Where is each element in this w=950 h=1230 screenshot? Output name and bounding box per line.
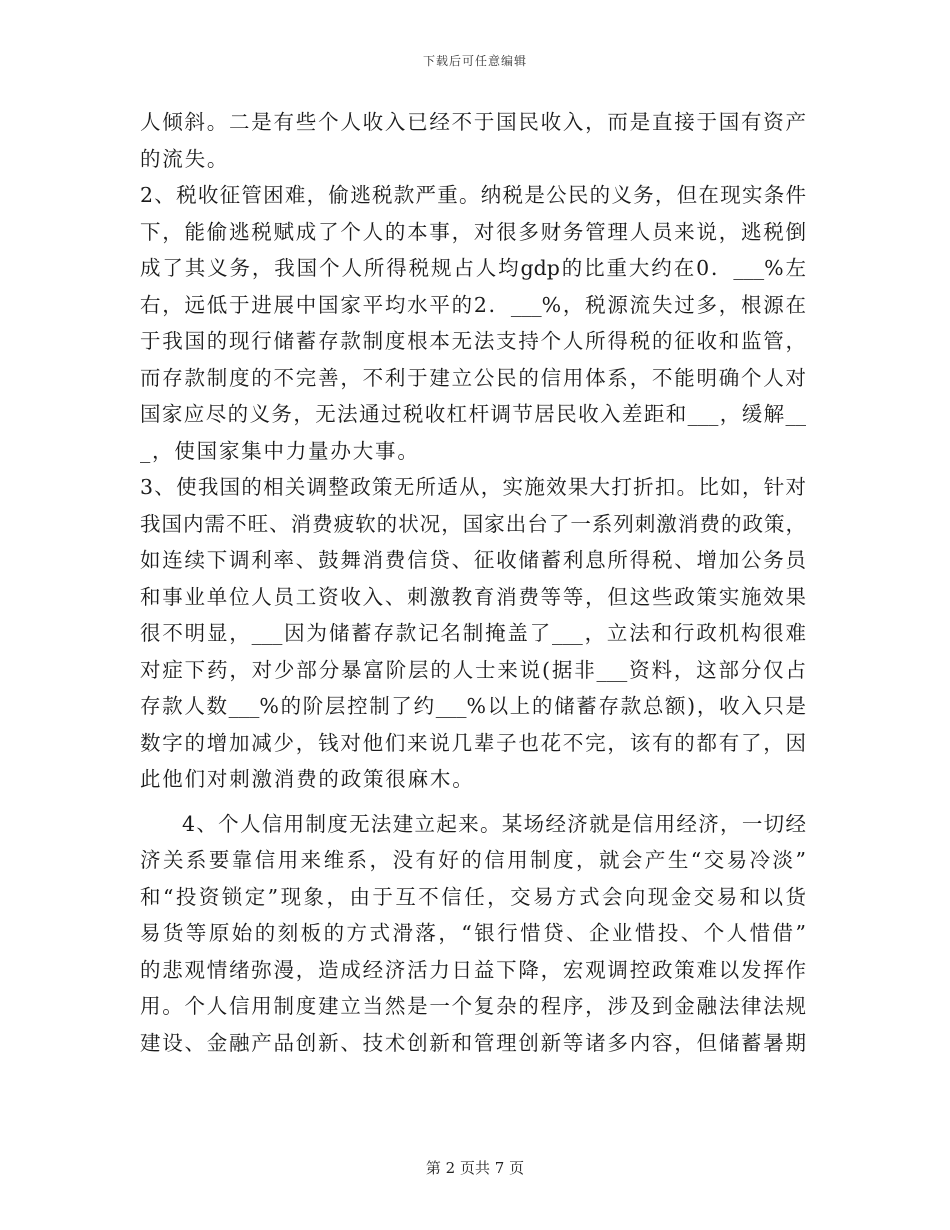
paragraph-2 (140, 177, 806, 469)
text-line: 的流失。 (140, 146, 230, 171)
text-line: 易货等原始的刻板的方式滑落，“银行惜贷、企业惜投、个人惜借” (140, 921, 806, 945)
text-line: 2、税收征管困难，偷逃税款严重。纳税是公民的义务，但在现实条件 (140, 183, 806, 207)
text-line: 和“投资锁定”现象，由于互不信任，交易方式会向现金交易和以货 (140, 884, 806, 909)
text-line: 于我国的现行储蓄存款制度根本无法支持个人所得税的征收和监管， (140, 329, 806, 353)
text-line: 存款人数___%的阶层控制了约___%以上的储蓄存款总额)，收入只是 (140, 694, 806, 718)
page-footer: 第 2 页共 7 页 (425, 1159, 525, 1177)
text-line: 我国内需不旺、消费疲软的状况，国家出台了一系列刺激消费的政策， (140, 511, 806, 536)
text-line: 很不明显，___因为储蓄存款记名制掩盖了___，立法和行政机构很难 (140, 621, 806, 645)
text-line: 如连续下调利率、鼓舞消费信贷、征收储蓄利息所得税、增加公务员 (140, 548, 806, 572)
text-line: 右，远低于进展中国家平均水平的2．___%，税源流失过多，根源在 (140, 292, 806, 317)
text-line: 数字的增加减少，钱对他们来说几辈子也花不完，该有的都有了，因 (140, 730, 806, 755)
text-line: 成了其义务，我国个人所得税规占人均gdp的比重大约在0．___%左 (140, 256, 806, 280)
text-line: 和事业单位人员工资收入、刺激教育消费等等，但这些政策实施效果 (140, 584, 806, 609)
text-line: 而存款制度的不完善，不利于建立公民的信用体系，不能明确个人对 (140, 365, 806, 390)
text-line: 3、使我国的相关调整政策无所适从，实施效果大打折扣。比如，针对 (140, 475, 806, 499)
text-line: 济关系要靠信用来维系，没有好的信用制度，就会产生“交易冷淡” (140, 848, 806, 872)
paragraph-1 (140, 104, 806, 177)
text-line: 4、个人信用制度无法建立起来。某场经济就是信用经济，一切经 (182, 811, 806, 836)
text-line: 对症下药，对少部分暴富阶层的人士来说(据非___资料，这部分仅占 (140, 657, 806, 682)
text-line: _，使国家集中力量办大事。 (140, 438, 420, 463)
paragraph-4 (140, 806, 806, 1062)
text-line: 此他们对刺激消费的政策很麻木。 (140, 767, 475, 791)
paragraph-3 (140, 469, 806, 798)
text-line: 的悲观情绪弥漫，造成经济活力日益下降，宏观调控政策难以发挥作 (140, 957, 806, 982)
text-line: 国家应尽的义务，无法通过税收杠杆调节居民收入差距和___，缓解__ (140, 402, 806, 426)
text-line: 人倾斜。二是有些个人收入已经不于国民收入，而是直接于国有资产 (140, 110, 806, 134)
text-line: 建设、金融产品创新、技术创新和管理创新等诸多内容，但储蓄暑期 (140, 1030, 806, 1055)
text-line: 下，能偷逃税赋成了个人的本事，对很多财务管理人员来说，逃税倒 (140, 219, 806, 244)
text-line: 用。个人信用制度建立当然是一个复杂的程序，涉及到金融法律法规 (140, 994, 806, 1018)
page-header: 下载后可任意编辑 (422, 54, 527, 68)
document-body (140, 104, 806, 1061)
